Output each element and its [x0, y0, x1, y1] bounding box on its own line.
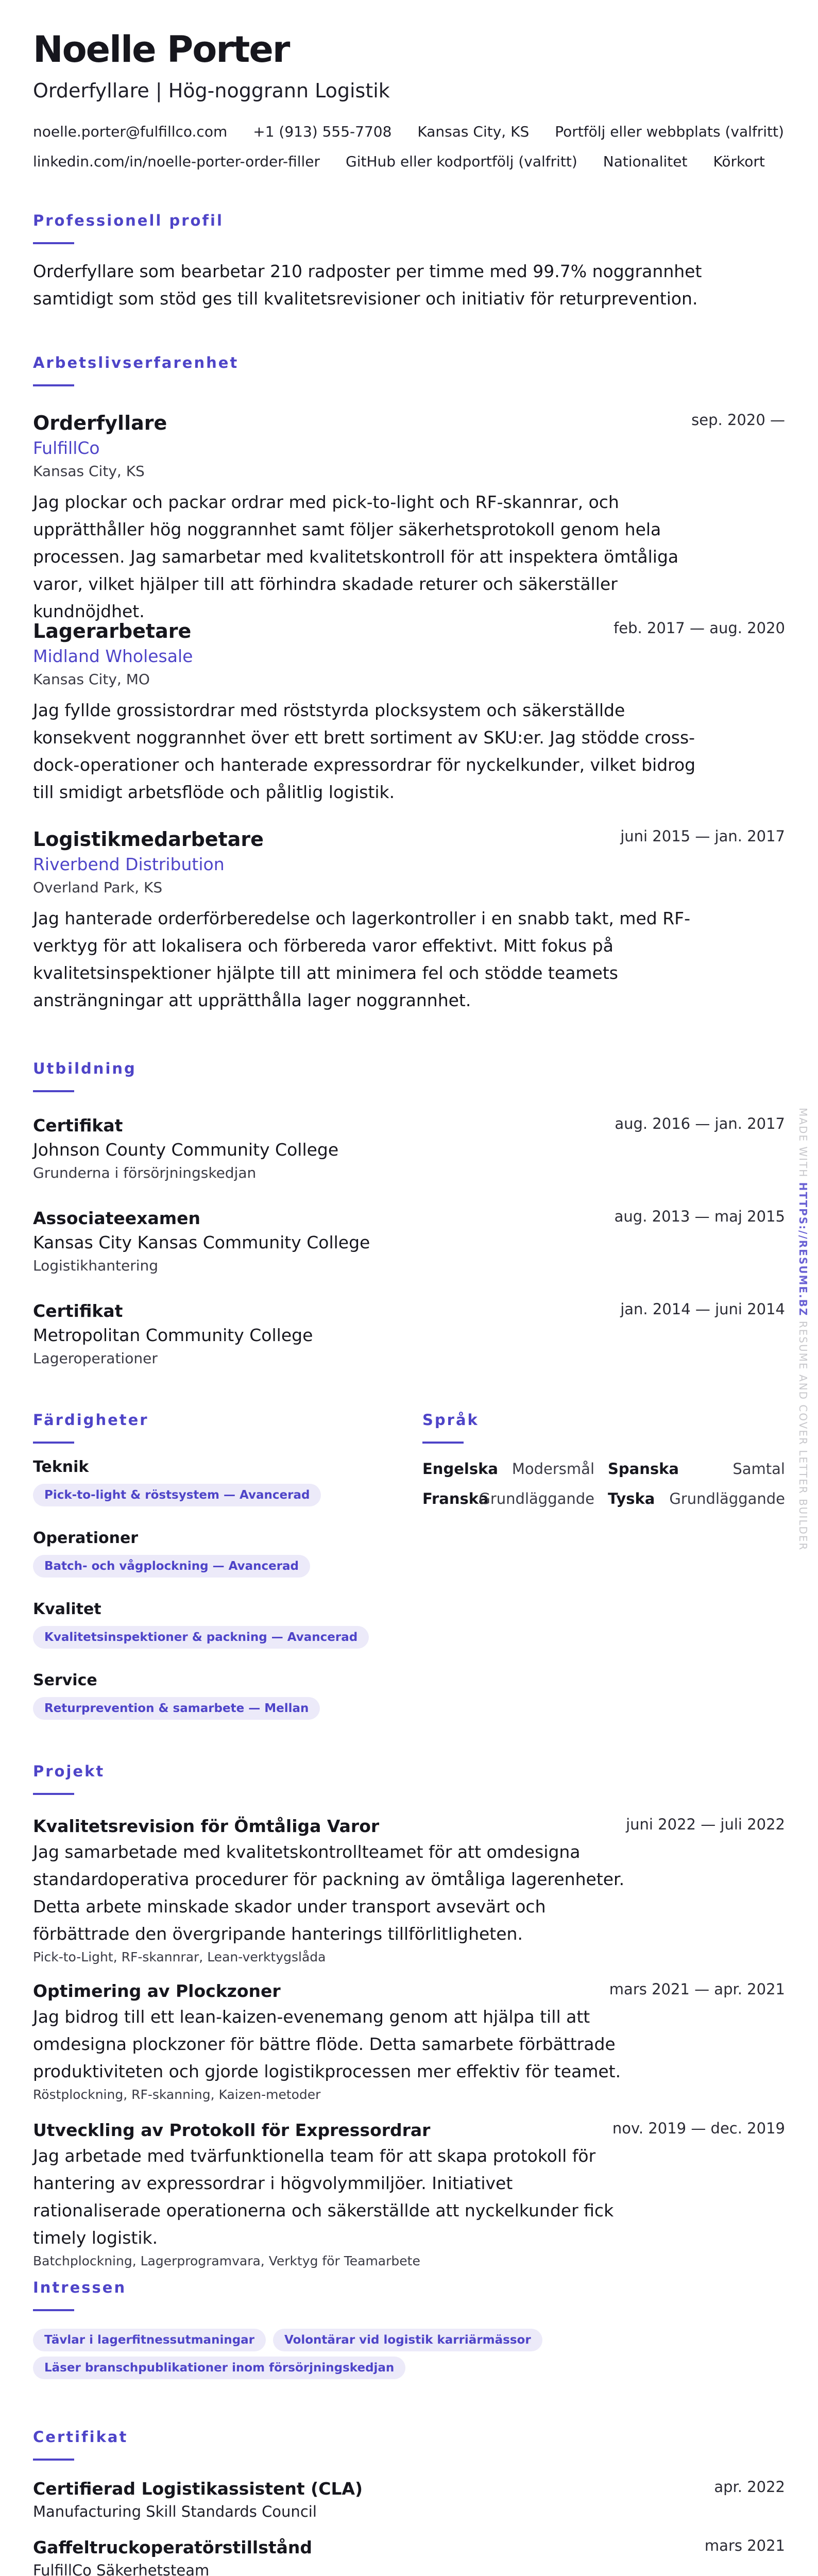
experience-entry: [33, 410, 785, 625]
certifications-heading: Certifikat: [33, 2428, 128, 2446]
school: Kansas City Kansas Community College: [33, 1232, 370, 1252]
certification-name: Gaffeltruckoperatörstillstånd: [33, 2537, 313, 2557]
project-date: mars 2021 — apr. 2021: [609, 1980, 785, 1998]
job-description: Jag hanterade orderförberedelse och lagerkontroller i en snabb takt, med RF-verktyg för att lokalisera och förbereda varor effektivt. Mitt fokus på kvalitetsinspektioner hjälpte till att minimera fel och stödde teamets ansträngningar att upprätthålla lager noggrannhet.: [33, 908, 691, 1010]
skill-category: Service: [33, 1671, 97, 1689]
languages-heading: Språk: [422, 1411, 479, 1429]
education-date: jan. 2014 — juni 2014: [620, 1300, 785, 1318]
education-date: aug. 2013 — maj 2015: [614, 1208, 785, 1225]
contact-email[interactable]: noelle.porter@fulfillco.com: [33, 123, 228, 140]
section-divider: [33, 1090, 74, 1092]
skill-category: Operationer: [33, 1529, 139, 1547]
certifications-section: [33, 2427, 785, 2461]
job-location: Kansas City, MO: [33, 671, 150, 688]
project-entry: [33, 1815, 785, 1967]
contact-location: Kansas City, KS: [417, 123, 530, 140]
job-company: Riverbend Distribution: [33, 854, 225, 874]
certification-name: Certifierad Logistikassistent (CLA): [33, 2479, 363, 2499]
languages-section: [422, 1410, 785, 1444]
skill-pill: Batch- och vågplockning — Avancerad: [33, 1555, 310, 1578]
project-description: Jag arbetade med tvärfunktionella team för att skapa protokoll för hantering av expressordrar i högvolymmiljöer. Initiativet rationaliserade operationerna och säkerställde att nyckelkunder fick timely logistik.: [33, 2146, 614, 2248]
contact-line-1: [33, 122, 810, 142]
skills-heading: Färdigheter: [33, 1411, 149, 1429]
skill-pill: Returprevention & samarbete — Mellan: [33, 1697, 320, 1720]
skill-category: Teknik: [33, 1458, 89, 1476]
education-section: [33, 1058, 785, 1092]
language-level: Grundläggande: [669, 1490, 785, 1507]
project-tags: Batchplockning, Lagerprogramvara, Verktyg för Teamarbete: [33, 2253, 420, 2268]
projects-heading: Projekt: [33, 1762, 105, 1780]
builder-watermark: [794, 1108, 814, 1654]
language-level: Grundläggande: [479, 1490, 594, 1507]
education-date: aug. 2016 — jan. 2017: [615, 1115, 785, 1132]
job-description: Jag fyllde grossistordrar med röststyrda plocksystem och säkerställde konsekvent noggrannhet över ett brett sortiment av SKU:er. Jag stödde cross-dock-operationer och hanterade expressordrar för nyckelkunder, vilket bidrog till smidigt arbetsflöde och pålitlig logistik.: [33, 700, 696, 802]
experience-entry: [33, 618, 785, 806]
contact-nationality: Nationalitet: [603, 153, 688, 170]
language-level: Samtal: [732, 1460, 785, 1478]
project-tags: Röstplockning, RF-skanning, Kaizen-metoder: [33, 2087, 321, 2102]
skill-pill: Kvalitetsinspektioner & packning — Avancerad: [33, 1626, 369, 1649]
contact-license: Körkort: [713, 153, 765, 170]
degree: Certifikat: [33, 1301, 123, 1321]
degree: Certifikat: [33, 1115, 123, 1136]
project-description: Jag samarbetade med kvalitetskontrollteamet för att omdesigna standardoperativa procedurer för packning av ömtåliga lagerenheter. Detta arbete minskade skador under transport avsevärt och förbättrade den övergripande hanterings tillförlitligheten.: [33, 1842, 625, 1944]
interest-pill: Läser branschpublikationer inom försörjningskedjan: [33, 2357, 405, 2379]
job-title: Lagerarbetare: [33, 620, 192, 642]
project-description: Jag bidrog till ett lean-kaizen-evenemang genom att hjälpa till att omdesigna plockzoner för bättre flöde. Detta samarbete förbättrade produktiviteten och gjorde logistikprocessen mer effektiv för teamet.: [33, 2007, 621, 2081]
project-title: Utveckling av Protokoll för Expressordrar: [33, 2120, 431, 2140]
candidate-headline: Orderfyllare | Hög-noggrann Logistik: [33, 79, 390, 102]
project-title: Optimering av Plockzoner: [33, 1981, 281, 2001]
school: Metropolitan Community College: [33, 1325, 313, 1345]
language-level: Modersmål: [512, 1460, 594, 1478]
contact-linkedin[interactable]: linkedin.com/in/noelle-porter-order-filler: [33, 153, 320, 170]
education-entry: [33, 1114, 785, 1184]
contact-phone[interactable]: +1 (913) 555-7708: [253, 123, 392, 140]
project-title: Kvalitetsrevision för Ömtåliga Varor: [33, 1816, 380, 1836]
language-name: Tyska: [608, 1490, 655, 1507]
skill-group: [33, 1599, 394, 1649]
watermark-suffix: RESUME AND COVER LETTER BUILDER: [797, 1320, 809, 1551]
language-name: Spanska: [608, 1460, 679, 1478]
certification-issuer: FulfillCo Säkerhetsteam: [33, 2562, 210, 2576]
projects-section: [33, 1761, 785, 1795]
certification-entry: [33, 2536, 785, 2576]
watermark-text: [797, 1108, 809, 1551]
job-title: Logistikmedarbetare: [33, 828, 264, 851]
field-of-study: Lageroperationer: [33, 1350, 158, 1367]
language-name: Franska: [422, 1490, 489, 1507]
project-entry: [33, 2119, 785, 2271]
watermark-prefix: MADE WITH: [797, 1108, 809, 1178]
contact-github[interactable]: GitHub eller kodportfölj (valfritt): [346, 153, 577, 170]
language-name: Engelska: [422, 1460, 498, 1478]
certification-date: apr. 2022: [714, 2478, 785, 2496]
interests-list: [33, 2329, 785, 2351]
contact-line-2: [33, 151, 791, 172]
project-entry: [33, 1979, 785, 2105]
skills-section: [33, 1410, 394, 1444]
skill-group: [33, 1457, 394, 1506]
interests-section: [33, 2277, 785, 2311]
skill-category: Kvalitet: [33, 1600, 101, 1618]
school: Johnson County Community College: [33, 1140, 339, 1160]
skill-group: [33, 1670, 394, 1720]
interest-pill: Tävlar i lagerfitnessutmaningar: [33, 2329, 266, 2351]
job-date: sep. 2020 —: [691, 411, 785, 429]
education-heading: Utbildning: [33, 1060, 137, 1077]
section-divider: [33, 2309, 74, 2311]
section-divider: [422, 1442, 464, 1444]
project-tags: Pick-to-Light, RF-skannrar, Lean-verktygslåda: [33, 1950, 326, 1964]
certification-entry: [33, 2477, 785, 2522]
job-title: Orderfyllare: [33, 412, 167, 434]
interests-list: [33, 2357, 785, 2379]
job-company: Midland Wholesale: [33, 646, 193, 666]
project-date: nov. 2019 — dec. 2019: [612, 2120, 785, 2137]
job-company: FulfillCo: [33, 438, 100, 458]
field-of-study: Logistikhantering: [33, 1257, 159, 1274]
skill-group: [33, 1528, 394, 1578]
skill-pill: Pick-to-light & röstsystem — Avancerad: [33, 1484, 321, 1506]
job-description: Jag plockar och packar ordrar med pick-to-light och RF-skannrar, och upprätthåller hög noggrannhet samt följer säkerhetsprotokoll genom hela processen. Jag samarbetar med kvalitetskontroll för att inspektera ömtåliga varor, vilket hjälper till att förhindra skadade returer och säkerställer kundnöjdhet.: [33, 492, 679, 621]
section-divider: [33, 242, 74, 244]
field-of-study: Grunderna i försörjningskedjan: [33, 1164, 257, 1181]
section-divider: [33, 2459, 74, 2461]
profile-heading: Professionell profil: [33, 212, 224, 229]
watermark-link[interactable]: HTTPS://RESUME.BZ: [797, 1182, 809, 1317]
section-divider: [33, 384, 74, 386]
candidate-name: Noelle Porter: [33, 28, 289, 71]
section-divider: [33, 1442, 74, 1444]
section-divider: [33, 1793, 74, 1795]
experience-section: [33, 352, 785, 386]
experience-heading: Arbetslivserfarenhet: [33, 354, 239, 371]
job-location: Kansas City, KS: [33, 463, 145, 480]
certification-date: mars 2021: [704, 2537, 785, 2554]
education-entry: [33, 1299, 785, 1369]
job-date: feb. 2017 — aug. 2020: [614, 619, 785, 637]
job-date: juni 2015 — jan. 2017: [620, 827, 785, 845]
interests-heading: Intressen: [33, 2279, 127, 2296]
interest-pill: Volontärar vid logistik karriärmässor: [273, 2329, 542, 2351]
experience-entry: [33, 826, 785, 1014]
project-date: juni 2022 — juli 2022: [626, 1816, 785, 1833]
job-location: Overland Park, KS: [33, 879, 163, 896]
profile-text: Orderfyllare som bearbetar 210 radposter per timme med 99.7% noggrannhet samtidigt som stöd ges till kvalitetsrevisioner och initiativ för returprevention.: [33, 261, 702, 309]
certification-issuer: Manufacturing Skill Standards Council: [33, 2503, 317, 2520]
degree: Associateexamen: [33, 1208, 200, 1228]
profile-section: [33, 210, 785, 244]
education-entry: [33, 1207, 785, 1277]
contact-portfolio[interactable]: Portfölj eller webbplats (valfritt): [555, 123, 784, 140]
